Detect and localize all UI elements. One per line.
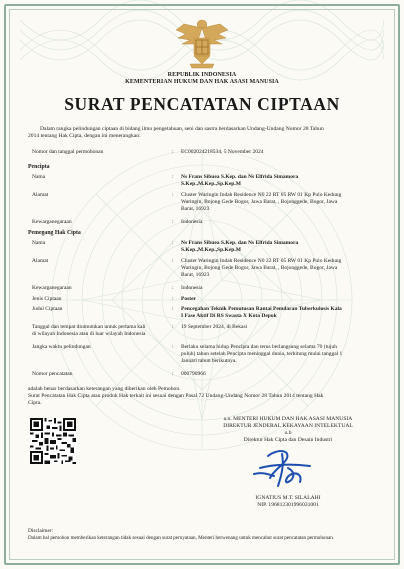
- publication-label-line-1: Tanggal dan tempat diumumkan untuk pertama kali: [32, 324, 146, 330]
- signatory-name: IGNATIUS M.T. SILALAHI: [255, 495, 321, 501]
- creator-address-line-1: Cluster Waringin Indah Residence N0 22 RT 05 RW 01 Kp Pulo Kedung: [181, 192, 342, 198]
- creator-nationality-label: Kewarganegaraan: [32, 219, 72, 225]
- publication-date: 19 September 2024, di Bekasi: [181, 324, 248, 330]
- protection-period-line-3: Januari tahun berikutnya.: [181, 358, 237, 364]
- holder-address-label: Alamat: [32, 258, 49, 264]
- colon: :: [172, 306, 174, 312]
- qr-code-icon: [30, 418, 76, 464]
- disclaimer-heading: Disclaimer:: [28, 528, 54, 534]
- registration-number: 000790966: [181, 371, 206, 377]
- protection-period-label: Jangka waktu pelindungan: [32, 344, 91, 350]
- country-name: REPUBLIK INDONESIA: [167, 72, 237, 78]
- creator-heading: Pencipta: [28, 164, 50, 170]
- protection-period-line-1: Berlaku selama hidup Pencipta dan terus berlangsung selama 70 (tujuh: [181, 344, 337, 350]
- garuda-emblem-icon: [172, 16, 232, 72]
- holder-nationality: Indonesia: [181, 285, 203, 291]
- intro-line-1: Dalam rangka pelindungan ciptaan di bidang ilmu pengetahuan, seni dan sastra berdasarkan Undang-Undang Nomor 28 Tahun: [40, 126, 324, 132]
- work-title-line-1: Pencegahan Teknik Pemutusan Rantai Penularan Tuberkulosis Kala: [181, 306, 342, 312]
- colon: :: [172, 344, 174, 350]
- signature-directorate: DIREKTUR JENDERAL KEKAYAAN INTELEKTUAL: [223, 423, 353, 429]
- application-label: Nomor dan tanggal permohonan: [32, 149, 104, 155]
- holder-address-line-3: Barat, 16923: [181, 272, 210, 278]
- holder-address-line-2: Waringin, Bojong Gede Bogor, Jawa Barat, , Bojonggede, Bogor, Jawa: [181, 265, 338, 271]
- application-value: EC002024218534, 5 November 2024: [181, 149, 264, 155]
- colon: :: [172, 192, 174, 198]
- closing-line-1: adalah benar berdasarkan keterangan yang diberikan oleh Pemohon.: [28, 386, 181, 392]
- disclaimer-text: Dalam hal pemohon memberikan keterangan tidak sesuai dengan surat pernyataan, Menteri berwenang untuk mencabut surat pencatatan permohonan.: [28, 535, 335, 541]
- colon: :: [172, 371, 174, 377]
- creator-name-label: Nama: [32, 174, 46, 180]
- holder-address-line-1: Cluster Waringin Indah Residence N0 22 RT 05 RW 01 Kp Pulo Kedung: [181, 258, 342, 264]
- holder-name-line-2: S.Kep.,M.Kep.,Sp.Kep.M: [181, 247, 241, 253]
- holder-nationality-label: Kewarganegaraan: [32, 285, 72, 291]
- intro-line-2: 2014 tentang Hak Cipta, dengan ini menerangkan:: [28, 133, 141, 139]
- ministry-name: KEMENTERIAN HUKUM DAN HAK ASASI MANUSIA: [125, 79, 279, 85]
- holder-name-line-1: Ns Frans Sibuea S.Kep. dan Ns Elfrida Simamora: [181, 240, 299, 246]
- protection-period-line-2: puluh) tahun setelah Pencipta meninggal dunia, terhitung mulai tanggal 1: [181, 351, 343, 357]
- handwritten-signature-icon: [248, 444, 318, 490]
- work-type-label: Jenis Ciptaan: [32, 296, 62, 302]
- signature-ub: u.b: [284, 430, 292, 436]
- creator-name-line-2: S.Kep.,M.Kep.,Sp.Kep.M: [181, 181, 241, 187]
- creator-address-label: Alamat: [32, 192, 49, 198]
- document-title: SURAT PENCATATAN CIPTAAN: [64, 94, 340, 114]
- colon: :: [172, 174, 174, 180]
- colon: :: [172, 258, 174, 264]
- holder-heading: Pemegang Hak Cipta: [28, 230, 81, 236]
- creator-address-line-2: Waringin, Bojong Gede Bogor, Jawa Barat, , Bojonggede, Bogor, Jawa: [181, 199, 338, 205]
- closing-line-2: Surat Pencatatan Hak Cipta atau produk Hak terkait ini sesuai dengan Pasal 72 Undang-Undang Nomor 28 Tahun 2014 tentang Hak: [28, 393, 324, 399]
- colon: :: [172, 219, 174, 225]
- signature-position: Direktur Hak Cipta dan Desain Industri: [243, 437, 333, 443]
- closing-line-3: Cipta.: [28, 400, 42, 406]
- colon: :: [172, 240, 174, 246]
- publication-label-line-2: di wilayah Indonesia atau di luar wilayah Indonesia: [32, 331, 146, 337]
- work-title-line-2: I Fase Aktif Di RS Swasta X Kota Depok: [181, 313, 277, 319]
- colon: :: [172, 324, 174, 330]
- work-title-label: Judul Ciptaan: [32, 306, 63, 312]
- work-type: Poster: [181, 296, 196, 302]
- holder-name-label: Nama: [32, 240, 46, 246]
- creator-address-line-3: Barat, 16923: [181, 206, 210, 212]
- registration-number-label: Nomor pencatatan: [32, 371, 73, 377]
- signature-on-behalf: a.n. MENTERI HUKUM DAN HAK ASASI MANUSIA: [223, 416, 353, 422]
- signatory-nip: NIP. 196812301996031001: [257, 502, 319, 508]
- colon: :: [172, 149, 174, 155]
- colon: :: [172, 285, 174, 291]
- colon: :: [172, 296, 174, 302]
- creator-nationality: Indonesia: [181, 219, 203, 225]
- creator-name-line-1: Ns Frans Sibuea S.Kep. dan Ns Elfrida Simamora: [181, 174, 299, 180]
